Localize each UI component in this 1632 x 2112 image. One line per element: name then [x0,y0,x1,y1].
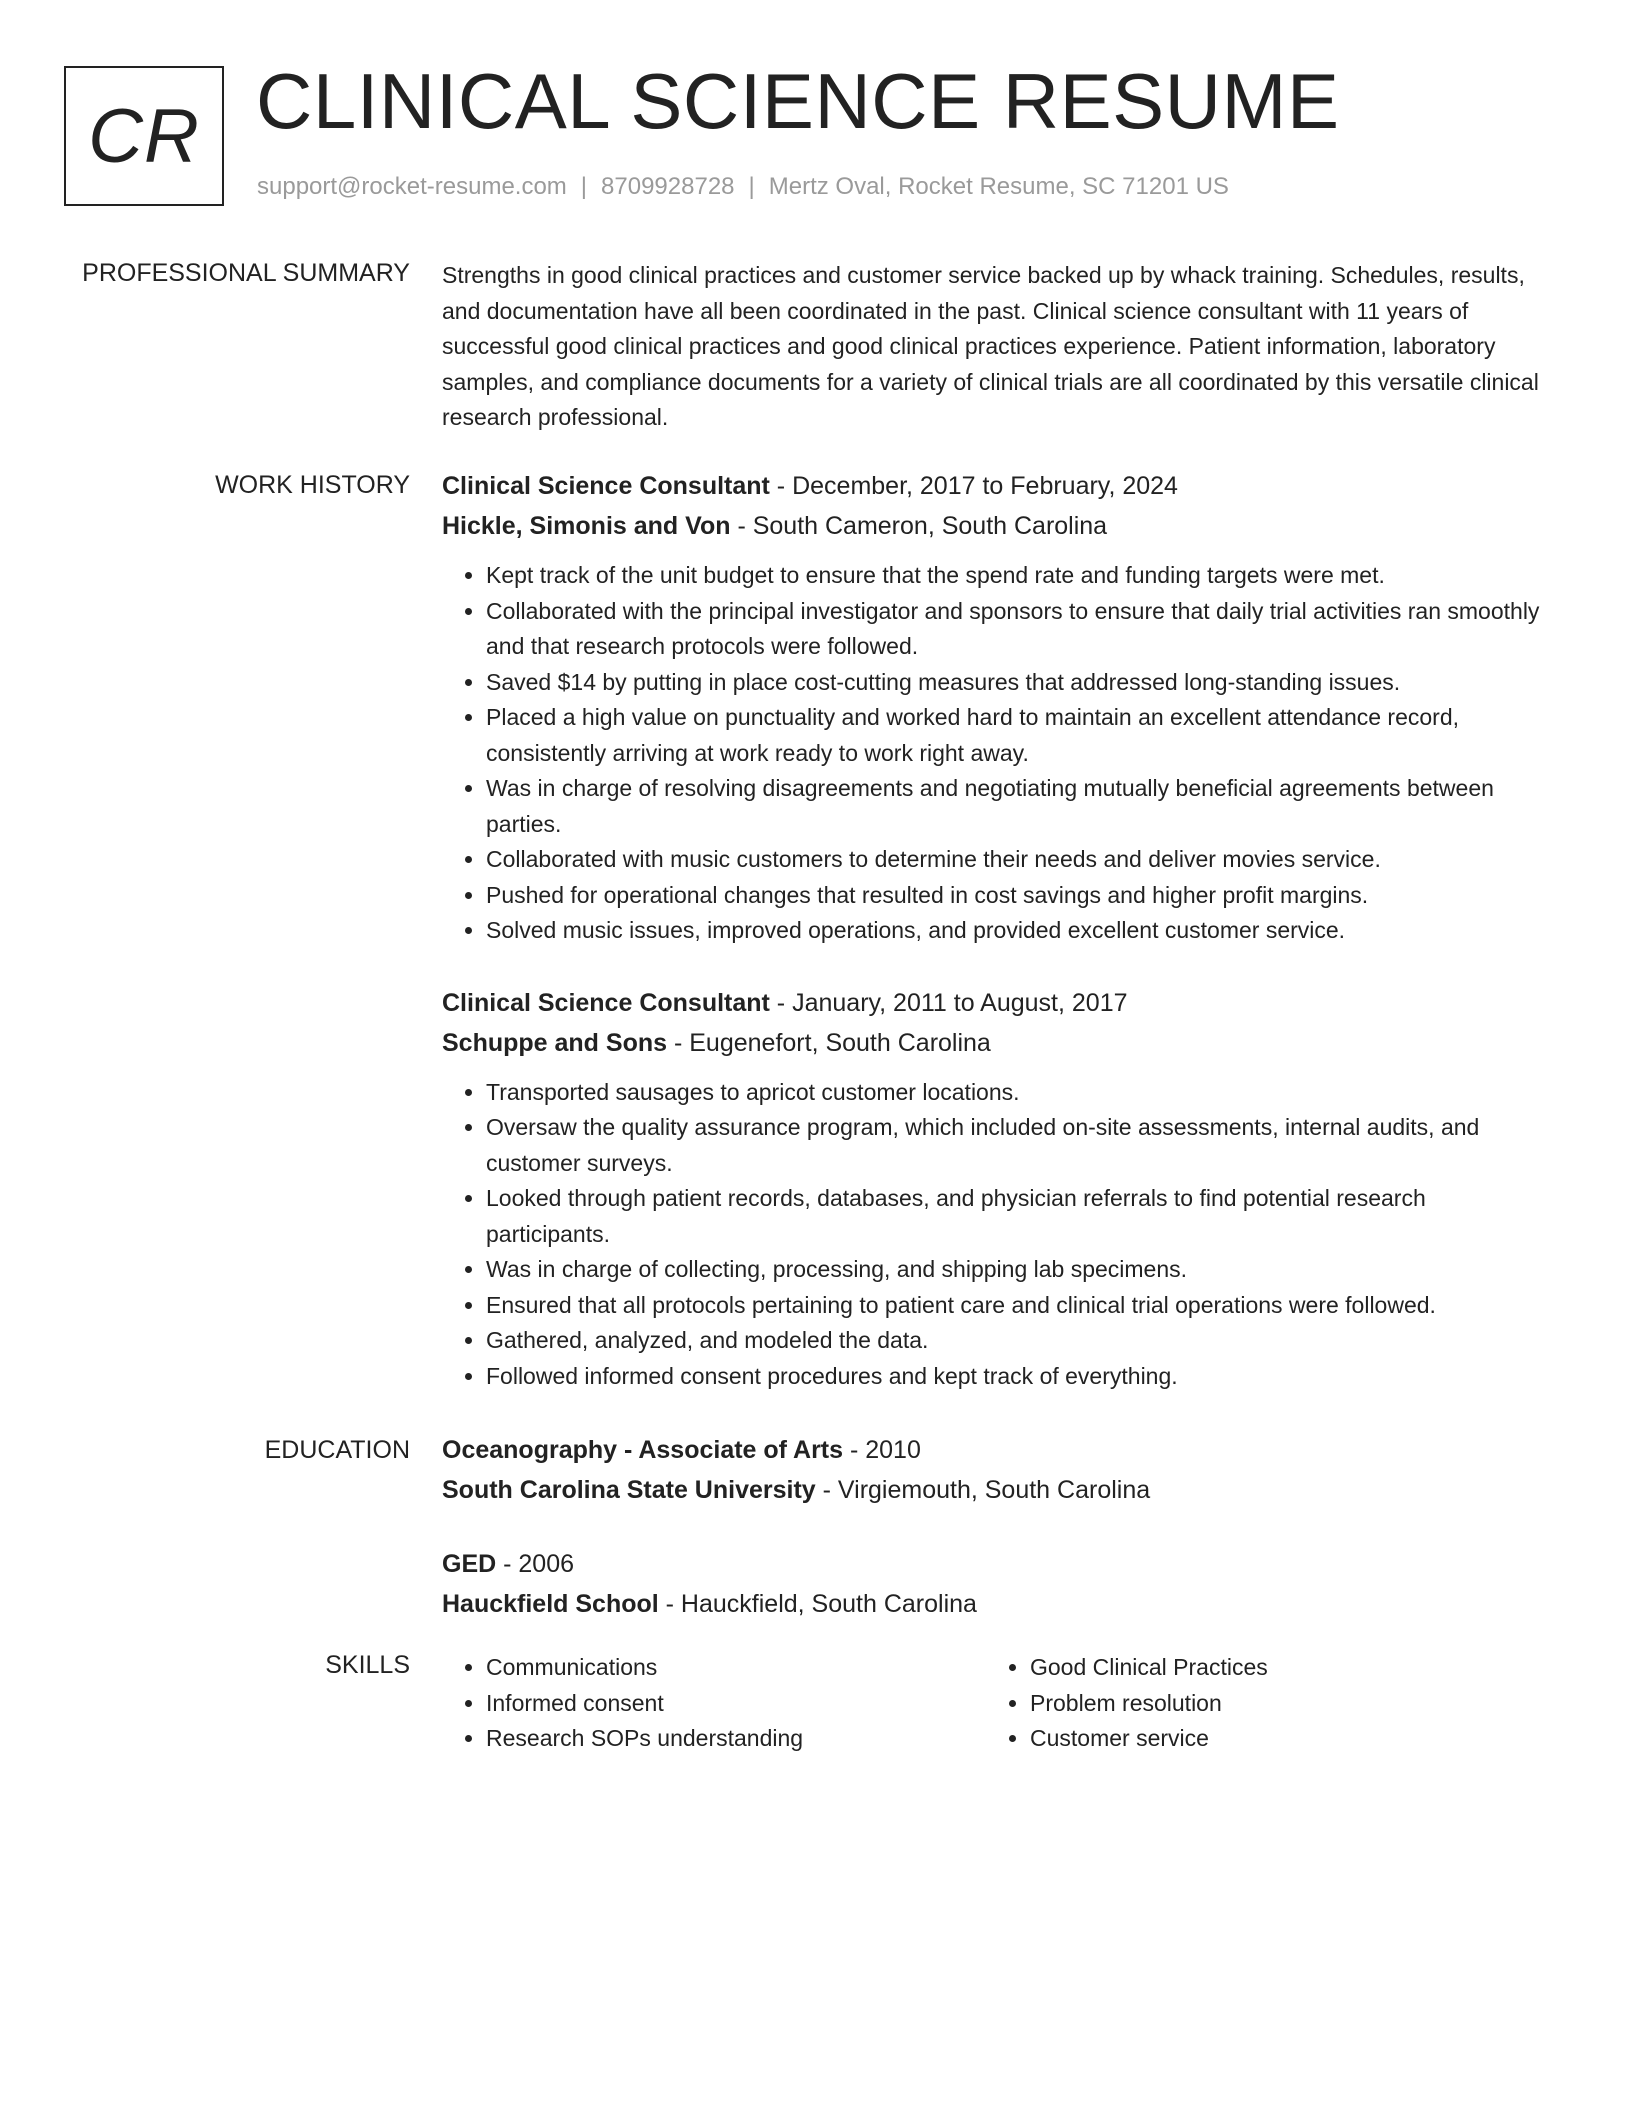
job-location: - South Cameron, South Carolina [730,512,1108,540]
monogram-badge [64,66,224,206]
list-item: • Saved $14 by putting in place cost-cutting measures that addressed long-standing issues. [486,665,1554,701]
school-name: South Carolina State University [442,1476,816,1504]
job-company: Hickle, Simonis and Von [442,512,731,540]
list-item: • Gathered, analyzed, and modeled the data. [486,1323,1554,1359]
list-item: • Collaborated with the principal investigator and sponsors to ensure that daily trial activities ran smoothly and that research protocols were followed. [486,594,1554,665]
school-line [442,1584,1554,1624]
school-location: - Hauckfield, South Carolina [658,1590,977,1618]
degree-year: - 2006 [496,1550,575,1578]
skills-body [442,1650,1554,1757]
skill-item: • Problem resolution [1030,1686,1530,1722]
job-company-line [442,1023,1554,1063]
degree-line [442,1430,1554,1470]
work-history-body [442,466,1554,1394]
list-item: • Transported sausages to apricot customer locations. [486,1075,1554,1111]
job-title: Clinical Science Consultant [442,472,770,500]
job-company-line [442,506,1554,546]
skill-item: • Research SOPs understanding [486,1721,986,1757]
school-name: Hauckfield School [442,1590,659,1618]
list-item: • Oversaw the quality assurance program, which included on-site assessments, internal audits, and customer surveys. [486,1110,1554,1181]
skills-grid [442,1650,1554,1757]
contact-line [257,172,1229,202]
contact-separator: | [748,173,755,200]
section-label-education: EDUCATION [264,1436,410,1464]
list-item: • Kept track of the unit budget to ensure that the spend rate and funding targets were met. [486,558,1554,594]
list-item: • Solved music issues, improved operations, and provided excellent customer service. [486,913,1554,949]
list-item: • Collaborated with music customers to determine their needs and deliver movies service. [486,842,1554,878]
list-item: • Followed informed consent procedures and kept track of everything. [486,1359,1554,1395]
list-item: • Pushed for operational changes that resulted in cost savings and higher profit margins. [486,878,1554,914]
education-entry [442,1544,1554,1624]
job-bullets [442,558,1554,949]
education-body [442,1430,1554,1624]
summary-body [442,258,1554,436]
job-entry [442,983,1554,1395]
skill-item: • Good Clinical Practices [1030,1650,1530,1686]
job-entry [442,466,1554,949]
degree-name: GED [442,1550,497,1578]
job-location: - Eugenefort, South Carolina [667,1028,991,1057]
section-label-skills: SKILLS [325,1651,410,1679]
list-item: • Was in charge of collecting, processing, and shipping lab specimens. [486,1252,1554,1288]
contact-email[interactable]: support@rocket-resume.com [257,173,567,200]
job-title-line [442,983,1554,1023]
job-bullets [442,1075,1554,1395]
skill-item: • Informed consent [486,1686,986,1722]
list-item: • Looked through patient records, databases, and physician referrals to find potential research participants. [486,1181,1554,1252]
list-item: • Placed a high value on punctuality and worked hard to maintain an excellent attendance record, consistently arriving at work ready to work right away. [486,700,1554,771]
skill-item: • Communications [486,1650,986,1686]
list-item: • Ensured that all protocols pertaining to patient care and clinical trial operations were followed. [486,1288,1554,1324]
school-location: - Virgiemouth, South Carolina [815,1476,1151,1504]
skills-column-left [442,1650,986,1757]
section-label-summary: PROFESSIONAL SUMMARY [82,259,410,287]
resume-title: CLINICAL SCIENCE RESUME [256,57,1340,145]
contact-address: Mertz Oval, Rocket Resume, SC 71201 US [768,173,1229,200]
list-item: • Was in charge of resolving disagreements and negotiating mutually beneficial agreements between parties. [486,771,1554,842]
job-dates: - December, 2017 to February, 2024 [769,472,1178,500]
job-company: Schuppe and Sons [442,1028,668,1057]
degree-line [442,1544,1554,1584]
job-title-line [442,466,1554,506]
skills-column-right [986,1650,1530,1757]
education-entry [442,1430,1554,1510]
degree-year: - 2010 [843,1436,921,1464]
monogram-initials: CR [88,93,200,179]
summary-text: Strengths in good clinical practices and customer service backed up by whack training. Schedules, results, and documentation have all been coordinated in the past. Clinical science consultant with 11 years of successful good clinical practices and good clinical practices experience. Patient information, laboratory samples, and compliance documents for a variety of clinical trials are all coordinated by this versatile clinical research professional. [442,262,1539,430]
school-line [442,1470,1554,1510]
job-dates: - January, 2011 to August, 2017 [769,988,1128,1017]
section-label-work-history: WORK HISTORY [215,471,410,499]
job-title: Clinical Science Consultant [442,988,770,1017]
degree-name: Oceanography - Associate of Arts [442,1436,844,1464]
skill-item: • Customer service [1030,1721,1530,1757]
contact-separator: | [580,173,588,200]
contact-phone[interactable]: 8709928728 [601,173,735,200]
